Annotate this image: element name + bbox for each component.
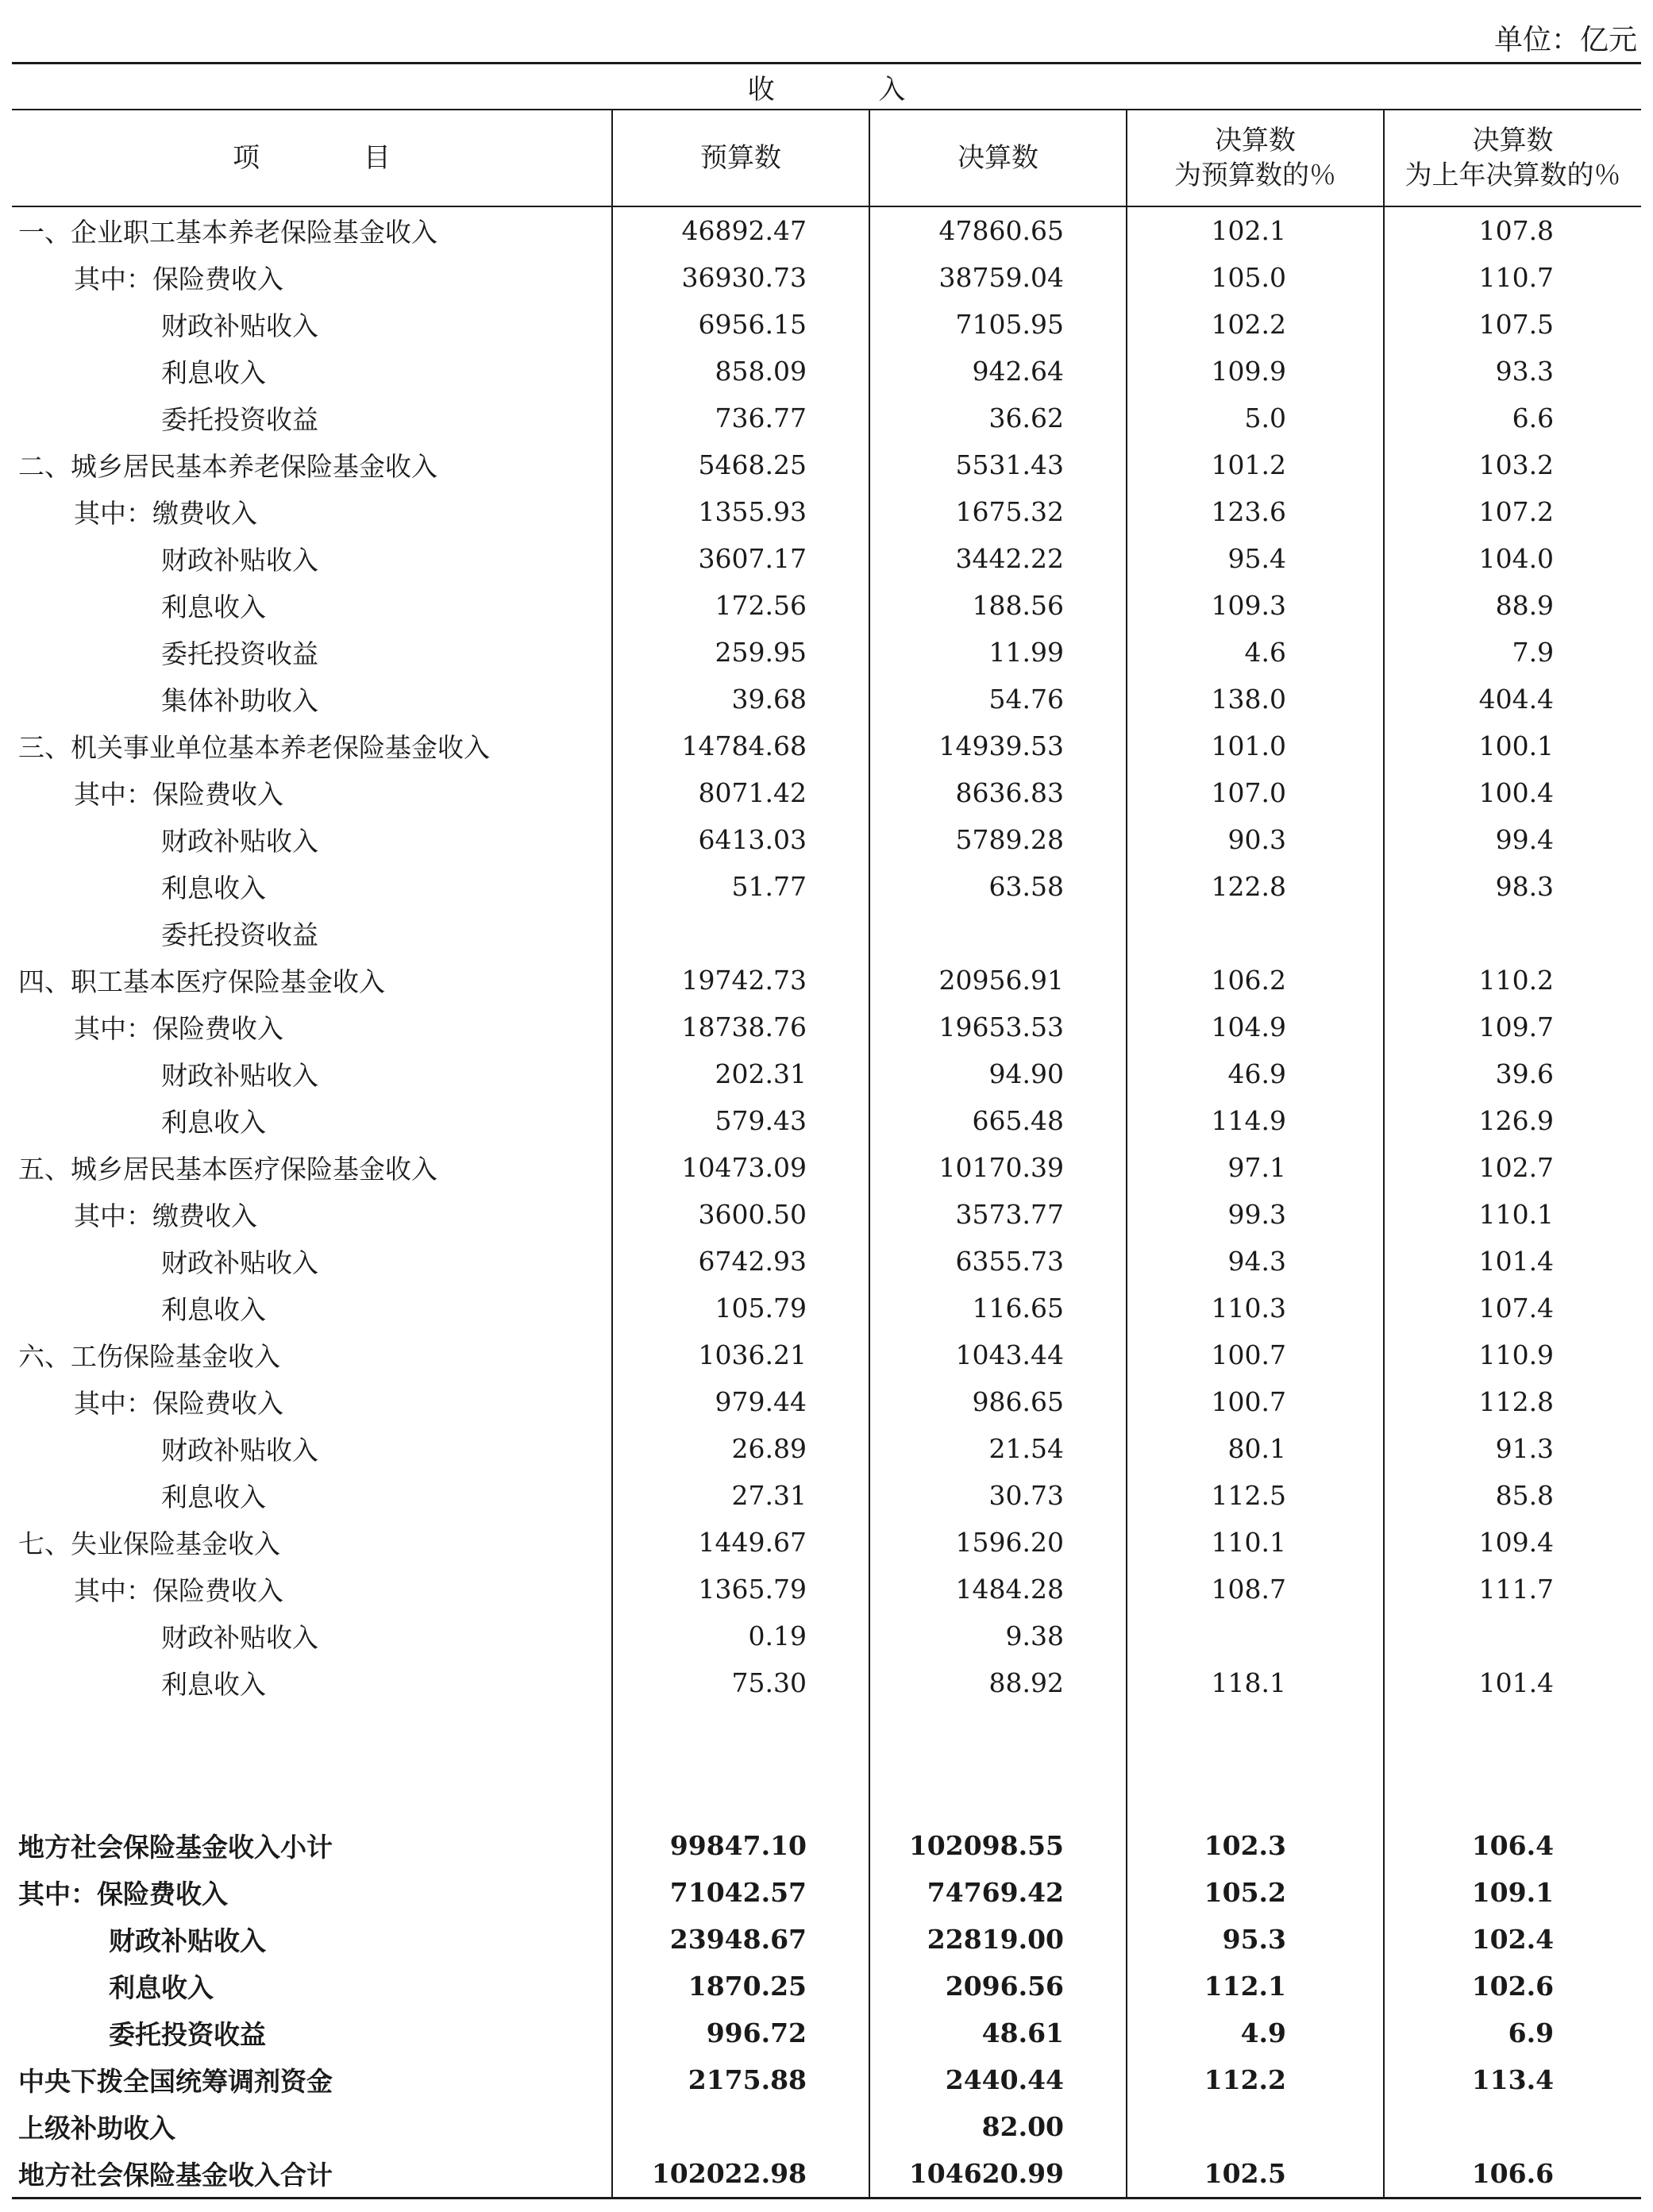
pct-prev-cell: 99.4 (1384, 816, 1641, 863)
table-row (12, 629, 1641, 676)
grand-total-row (12, 2150, 1641, 2199)
pct-budget-cell: 46.9 (1127, 1050, 1384, 1097)
table-row (12, 441, 1641, 488)
table-row (12, 206, 1641, 254)
row-label: 财政补贴收入 (161, 1247, 318, 1278)
pct-budget-cell: 80.1 (1127, 1425, 1384, 1472)
row-label: 其中：缴费收入 (74, 498, 257, 529)
budget-cell (612, 2103, 869, 2150)
pct-prev-cell: 112.8 (1384, 1378, 1641, 1425)
pct-prev-cell: 110.1 (1384, 1191, 1641, 1238)
column-header-item: 项 目 (12, 110, 612, 206)
budget-cell: 5468.25 (612, 441, 869, 488)
row-label: 财政补贴收入 (161, 1060, 318, 1091)
budget-cell: 26.89 (612, 1425, 869, 1472)
row-label: 财政补贴收入 (109, 1925, 266, 1956)
pct-budget-cell: 104.9 (1127, 1004, 1384, 1050)
pct-budget-cell: 94.3 (1127, 1238, 1384, 1285)
budget-cell: 736.77 (612, 395, 869, 441)
table-row (12, 488, 1641, 535)
budget-cell: 1449.67 (612, 1519, 869, 1566)
column-header-budget: 预算数 (612, 110, 869, 206)
budget-cell (612, 910, 869, 957)
budget-cell: 979.44 (612, 1378, 869, 1425)
final-cell: 82.00 (869, 2103, 1127, 2150)
budget-cell: 14784.68 (612, 723, 869, 769)
pct-budget-cell: 138.0 (1127, 676, 1384, 723)
pct-budget-cell: 123.6 (1127, 488, 1384, 535)
budget-cell: 23948.67 (612, 1916, 869, 1963)
pct-prev-cell: 109.4 (1384, 1519, 1641, 1566)
row-label: 三、机关事业单位基本养老保险基金收入 (18, 732, 490, 763)
final-cell: 10170.39 (869, 1144, 1127, 1191)
row-label: 财政补贴收入 (161, 826, 318, 857)
pct-budget-cell: 102.3 (1127, 1822, 1384, 1869)
table-row (12, 769, 1641, 816)
pct-prev-cell: 6.9 (1384, 2010, 1641, 2056)
pct-prev-cell: 6.6 (1384, 395, 1641, 441)
table-row (12, 723, 1641, 769)
total-row (12, 1963, 1641, 2010)
budget-cell: 6413.03 (612, 816, 869, 863)
budget-cell: 99847.10 (612, 1822, 869, 1869)
final-cell: 19653.53 (869, 1004, 1127, 1050)
pct-budget-cell: 107.0 (1127, 769, 1384, 816)
row-label: 利息收入 (161, 357, 266, 388)
column-header-pct-budget: 决算数 为预算数的％ (1127, 110, 1384, 206)
total-row (12, 1822, 1641, 1869)
final-cell: 1043.44 (869, 1331, 1127, 1378)
row-label: 财政补贴收入 (161, 310, 318, 341)
pct-prev-cell: 101.4 (1384, 1238, 1641, 1285)
budget-cell: 1036.21 (612, 1331, 869, 1378)
pct-prev-cell: 39.6 (1384, 1050, 1641, 1097)
final-cell: 6355.73 (869, 1238, 1127, 1285)
budget-cell: 996.72 (612, 2010, 869, 2056)
pct-budget-cell: 109.3 (1127, 582, 1384, 629)
pct-budget-cell: 109.9 (1127, 348, 1384, 395)
pct-prev-cell: 100.4 (1384, 769, 1641, 816)
final-cell: 986.65 (869, 1378, 1127, 1425)
row-label: 其中：保险费收入 (74, 264, 283, 295)
pct-budget-cell: 105.2 (1127, 1869, 1384, 1916)
table-row (12, 1285, 1641, 1331)
budget-cell: 1365.79 (612, 1566, 869, 1613)
pct-budget-cell: 106.2 (1127, 957, 1384, 1004)
pct-prev-cell: 110.2 (1384, 957, 1641, 1004)
budget-cell: 102022.98 (612, 2150, 869, 2199)
final-cell: 942.64 (869, 348, 1127, 395)
pct-budget-cell: 102.5 (1127, 2150, 1384, 2199)
pct-prev-cell: 106.4 (1384, 1822, 1641, 1869)
pct-budget-cell: 101.0 (1127, 723, 1384, 769)
total-row (12, 2103, 1641, 2150)
final-cell: 5531.43 (869, 441, 1127, 488)
table-row (12, 910, 1641, 957)
pct-budget-cell: 95.4 (1127, 535, 1384, 582)
row-label: 财政补贴收入 (161, 1622, 318, 1653)
final-cell: 116.65 (869, 1285, 1127, 1331)
row-label: 六、工伤保险基金收入 (18, 1341, 280, 1372)
budget-cell: 202.31 (612, 1050, 869, 1097)
final-cell: 88.92 (869, 1659, 1127, 1706)
pct-prev-cell: 103.2 (1384, 441, 1641, 488)
budget-cell: 105.79 (612, 1285, 869, 1331)
final-cell: 5789.28 (869, 816, 1127, 863)
row-label: 其中：保险费收入 (74, 1575, 283, 1606)
table-row (12, 957, 1641, 1004)
pct-budget-cell: 112.1 (1127, 1963, 1384, 2010)
row-label: 五、城乡居民基本医疗保险基金收入 (18, 1154, 437, 1185)
pct-budget-cell: 90.3 (1127, 816, 1384, 863)
budget-cell: 10473.09 (612, 1144, 869, 1191)
budget-cell: 71042.57 (612, 1869, 869, 1916)
budget-cell: 3600.50 (612, 1191, 869, 1238)
pct-prev-cell: 404.4 (1384, 676, 1641, 723)
pct-prev-cell: 93.3 (1384, 348, 1641, 395)
final-cell: 20956.91 (869, 957, 1127, 1004)
final-cell: 74769.42 (869, 1869, 1127, 1916)
final-cell: 14939.53 (869, 723, 1127, 769)
table-row (12, 254, 1641, 301)
budget-cell: 18738.76 (612, 1004, 869, 1050)
budget-cell: 39.68 (612, 676, 869, 723)
budget-cell: 1870.25 (612, 1963, 869, 2010)
pct-budget-cell: 102.1 (1127, 206, 1384, 254)
final-cell: 1484.28 (869, 1566, 1127, 1613)
row-label: 其中：保险费收入 (74, 779, 283, 810)
pct-budget-cell: 114.9 (1127, 1097, 1384, 1144)
row-label: 地方社会保险基金收入小计 (18, 1832, 333, 1863)
table-row (12, 348, 1641, 395)
pct-budget-cell: 101.2 (1127, 441, 1384, 488)
table-row (12, 863, 1641, 910)
pct-prev-cell: 91.3 (1384, 1425, 1641, 1472)
table-row (12, 1144, 1641, 1191)
row-label: 委托投资收益 (161, 638, 318, 669)
final-cell: 2440.44 (869, 2056, 1127, 2103)
row-label: 其中：保险费收入 (18, 1879, 228, 1909)
pct-prev-cell: 110.7 (1384, 254, 1641, 301)
row-label: 利息收入 (161, 592, 266, 622)
budget-cell: 8071.42 (612, 769, 869, 816)
final-cell: 38759.04 (869, 254, 1127, 301)
row-label: 七、失业保险基金收入 (18, 1528, 280, 1559)
budget-cell: 6742.93 (612, 1238, 869, 1285)
row-label: 中央下拨全国统筹调剂资金 (18, 2066, 333, 2097)
final-cell: 8636.83 (869, 769, 1127, 816)
pct-prev-cell: 88.9 (1384, 582, 1641, 629)
pct-prev-cell: 7.9 (1384, 629, 1641, 676)
table-row (12, 1425, 1641, 1472)
total-row (12, 2010, 1641, 2056)
row-label: 委托投资收益 (109, 2019, 266, 2050)
row-label (12, 1706, 612, 1822)
final-cell: 54.76 (869, 676, 1127, 723)
row-label: 其中：保险费收入 (74, 1013, 283, 1044)
pct-prev-cell (1384, 1613, 1641, 1659)
row-label: 利息收入 (161, 1107, 266, 1138)
final-cell: 188.56 (869, 582, 1127, 629)
row-label: 委托投资收益 (161, 919, 318, 950)
table-row (12, 1191, 1641, 1238)
pct-budget-cell (1127, 1613, 1384, 1659)
pct-budget-cell: 97.1 (1127, 1144, 1384, 1191)
budget-cell: 6956.15 (612, 301, 869, 348)
table-row (12, 1519, 1641, 1566)
pct-budget-cell: 99.3 (1127, 1191, 1384, 1238)
table-row (12, 676, 1641, 723)
final-cell: 48.61 (869, 2010, 1127, 2056)
row-label: 其中：保险费收入 (74, 1388, 283, 1419)
table-row (12, 1566, 1641, 1613)
pct-budget-cell: 5.0 (1127, 395, 1384, 441)
table-row (12, 535, 1641, 582)
final-cell: 22819.00 (869, 1916, 1127, 1963)
row-label: 二、城乡居民基本养老保险基金收入 (18, 451, 437, 482)
pct-budget-cell (1127, 1706, 1384, 1822)
pct-budget-cell (1127, 910, 1384, 957)
budget-cell: 858.09 (612, 348, 869, 395)
budget-cell: 172.56 (612, 582, 869, 629)
row-label: 财政补贴收入 (161, 1435, 318, 1466)
pct-budget-cell: 112.2 (1127, 2056, 1384, 2103)
pct-prev-cell: 102.4 (1384, 1916, 1641, 1963)
row-label: 利息收入 (161, 1482, 266, 1513)
pct-budget-cell: 102.2 (1127, 301, 1384, 348)
table-row (12, 1050, 1641, 1097)
final-cell: 36.62 (869, 395, 1127, 441)
pct-prev-cell: 109.7 (1384, 1004, 1641, 1050)
pct-prev-cell: 107.8 (1384, 206, 1641, 254)
budget-cell: 2175.88 (612, 2056, 869, 2103)
budget-cell: 259.95 (612, 629, 869, 676)
pct-budget-cell (1127, 2103, 1384, 2150)
final-cell (869, 1706, 1127, 1822)
pct-budget-cell: 110.3 (1127, 1285, 1384, 1331)
row-label: 利息收入 (161, 1669, 266, 1700)
pct-budget-cell: 105.0 (1127, 254, 1384, 301)
row-label: 利息收入 (161, 873, 266, 904)
pct-prev-cell (1384, 1706, 1641, 1822)
final-cell: 11.99 (869, 629, 1127, 676)
budget-cell: 1355.93 (612, 488, 869, 535)
pct-prev-cell: 109.1 (1384, 1869, 1641, 1916)
pct-prev-cell: 98.3 (1384, 863, 1641, 910)
table-row (12, 1613, 1641, 1659)
row-label: 其中：缴费收入 (74, 1200, 257, 1231)
pct-budget-cell: 108.7 (1127, 1566, 1384, 1613)
row-label: 利息收入 (161, 1294, 266, 1325)
pct-budget-cell: 118.1 (1127, 1659, 1384, 1706)
table-row (12, 1472, 1641, 1519)
table-row (12, 1659, 1641, 1706)
row-label: 财政补贴收入 (161, 545, 318, 576)
final-cell: 102098.55 (869, 1822, 1127, 1869)
final-cell (869, 910, 1127, 957)
final-cell: 104620.99 (869, 2150, 1127, 2199)
pct-prev-cell: 110.9 (1384, 1331, 1641, 1378)
pct-prev-cell (1384, 910, 1641, 957)
budget-cell: 27.31 (612, 1472, 869, 1519)
pct-prev-cell: 102.7 (1384, 1144, 1641, 1191)
budget-cell: 51.77 (612, 863, 869, 910)
pct-prev-cell: 113.4 (1384, 2056, 1641, 2103)
table-row (12, 395, 1641, 441)
pct-budget-cell: 100.7 (1127, 1378, 1384, 1425)
row-label: 委托投资收益 (161, 404, 318, 435)
budget-cell (612, 1706, 869, 1822)
total-row (12, 2056, 1641, 2103)
table-row (12, 1097, 1641, 1144)
budget-cell: 75.30 (612, 1659, 869, 1706)
row-label: 四、职工基本医疗保险基金收入 (18, 966, 385, 997)
column-header-pct-prev: 决算数 为上年决算数的％ (1384, 110, 1641, 206)
row-label: 一、企业职工基本养老保险基金收入 (18, 217, 437, 248)
spacer-row (12, 1706, 1641, 1822)
budget-cell: 3607.17 (612, 535, 869, 582)
pct-budget-cell: 110.1 (1127, 1519, 1384, 1566)
final-cell: 47860.65 (869, 206, 1127, 254)
pct-prev-cell (1384, 2103, 1641, 2150)
final-cell: 3442.22 (869, 535, 1127, 582)
pct-prev-cell: 126.9 (1384, 1097, 1641, 1144)
table-row (12, 1004, 1641, 1050)
table-row (12, 1378, 1641, 1425)
table-row (12, 1331, 1641, 1378)
pct-prev-cell: 107.5 (1384, 301, 1641, 348)
table-row (12, 582, 1641, 629)
pct-budget-cell: 100.7 (1127, 1331, 1384, 1378)
pct-prev-cell: 107.4 (1384, 1285, 1641, 1331)
pct-budget-cell: 112.5 (1127, 1472, 1384, 1519)
final-cell: 3573.77 (869, 1191, 1127, 1238)
final-cell: 1596.20 (869, 1519, 1127, 1566)
pct-prev-cell: 106.6 (1384, 2150, 1641, 2199)
total-row (12, 1869, 1641, 1916)
row-label: 地方社会保险基金收入合计 (12, 2150, 612, 2199)
pct-prev-cell: 107.2 (1384, 488, 1641, 535)
final-cell: 63.58 (869, 863, 1127, 910)
final-cell: 665.48 (869, 1097, 1127, 1144)
final-cell: 94.90 (869, 1050, 1127, 1097)
budget-cell: 0.19 (612, 1613, 869, 1659)
pct-prev-cell: 100.1 (1384, 723, 1641, 769)
table-row (12, 301, 1641, 348)
budget-cell: 46892.47 (612, 206, 869, 254)
final-cell: 2096.56 (869, 1963, 1127, 2010)
table-row (12, 1238, 1641, 1285)
pct-budget-cell: 122.8 (1127, 863, 1384, 910)
row-label: 利息收入 (109, 1972, 214, 2003)
pct-budget-cell: 95.3 (1127, 1916, 1384, 1963)
pct-budget-cell: 4.6 (1127, 629, 1384, 676)
final-cell: 7105.95 (869, 301, 1127, 348)
pct-prev-cell: 104.0 (1384, 535, 1641, 582)
final-cell: 9.38 (869, 1613, 1127, 1659)
final-cell: 30.73 (869, 1472, 1127, 1519)
total-row (12, 1916, 1641, 1963)
row-label: 上级补助收入 (18, 2113, 175, 2144)
pct-prev-cell: 111.7 (1384, 1566, 1641, 1613)
income-section-header: 收 入 (12, 64, 1641, 110)
unit-label: 单位：亿元 (1493, 24, 1637, 56)
final-cell: 1675.32 (869, 488, 1127, 535)
row-label: 集体补助收入 (161, 685, 318, 716)
pct-prev-cell: 101.4 (1384, 1659, 1641, 1706)
pct-prev-cell: 102.6 (1384, 1963, 1641, 2010)
budget-cell: 36930.73 (612, 254, 869, 301)
pct-prev-cell: 85.8 (1384, 1472, 1641, 1519)
budget-cell: 19742.73 (612, 957, 869, 1004)
column-header-final: 决算数 (869, 110, 1127, 206)
final-cell: 21.54 (869, 1425, 1127, 1472)
income-table (12, 62, 1641, 2199)
table-row (12, 816, 1641, 863)
pct-budget-cell: 4.9 (1127, 2010, 1384, 2056)
budget-cell: 579.43 (612, 1097, 869, 1144)
